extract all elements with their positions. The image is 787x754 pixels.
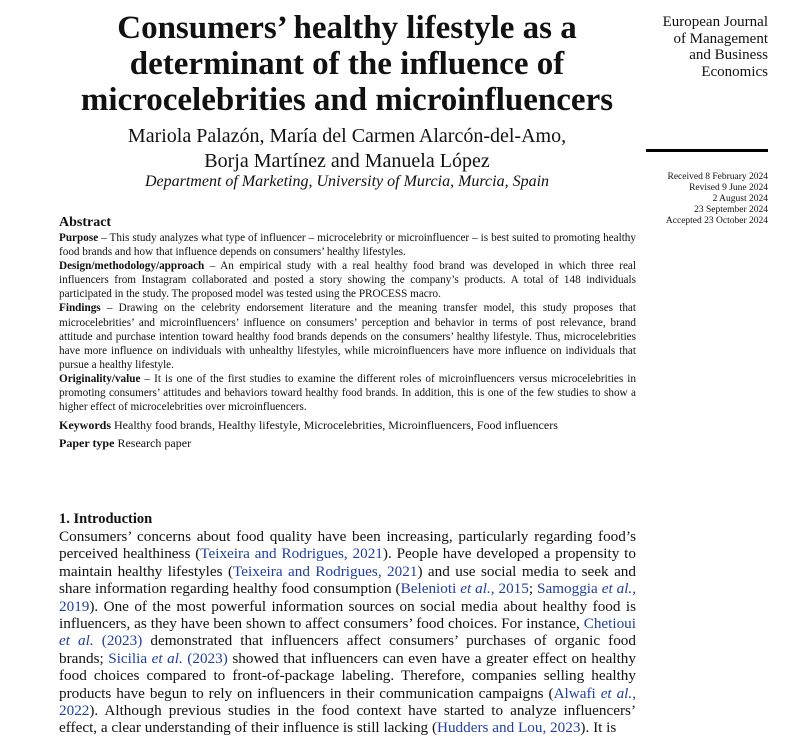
intro-text: demonstrated that influencers affect consumers’ purchases of organic food brands;	[59, 632, 636, 667]
citation-link[interactable]: Alwafi et al., 2022	[59, 684, 636, 720]
intro-paragraph	[59, 528, 636, 737]
intro-text: showed that influencers can even have a greater effect on healthy food choices compared to front-of-package labeling. Therefore, companies selling healthy products have begun to rely on influencers in their communication campaigns (	[59, 649, 636, 702]
received-date: Received 8 February 2024	[667, 172, 768, 182]
journal-name-line: of Management	[673, 30, 768, 47]
citation-link[interactable]: Belenioti et al., 2015	[400, 580, 529, 598]
revised-date: Revised 9 June 2024	[689, 183, 768, 193]
purpose-text: – This study analyzes what type of influencer – microcelebrity or microinfluencer – is best suited to promoting healthy food brands and how that influence depends on consumers’ healthy lifestyles.	[59, 232, 636, 259]
paper-type-text: Research paper	[114, 436, 192, 451]
abstract-purpose	[59, 231, 636, 259]
revised-date: 23 September 2024	[694, 205, 768, 215]
abstract-design	[59, 259, 636, 301]
citation-link[interactable]: Hudders and Lou, 2023	[437, 719, 581, 737]
paper-type-label: Paper type	[59, 436, 115, 451]
journal-name-line: and Business	[689, 47, 768, 63]
intro-text: ). It is	[580, 719, 617, 737]
journal-name	[618, 14, 768, 80]
findings-label: Findings	[59, 302, 101, 315]
citation-link[interactable]: Samoggia et al., 2019	[59, 580, 637, 615]
paper-type	[59, 436, 636, 451]
intro-text: ). One of the most powerful information sources on social media about healthy food is influencers, as they have been shown to affect consumers’ food choices. For instance,	[59, 597, 636, 633]
abstract-findings	[59, 301, 636, 371]
abstract-section	[59, 214, 636, 451]
intro-text: ;	[528, 580, 538, 598]
revised-date: 2 August 2024	[712, 194, 768, 204]
findings-text: – Drawing on the celebrity endorsement literature and the meaning transfer model, this study proposes that microcelebrities’ and microinfluencers’ influence on consumers’ perception and behavior in terms of post relevance, brand attitude and purchase intention toward healthy food brands depends on the consumers’ healthy lifestyle. Thus, microcelebrities have more influence on individuals with unhealthy lifestyles, while microinfluencers have more influence on individuals that pursue a healthy lifestyle.	[59, 302, 636, 371]
intro-text: ). Although previous studies in the food context have started to analyze influencers’ effect, a clear understanding of their influence is still lacking (	[59, 702, 636, 737]
abstract-heading: Abstract	[59, 215, 112, 230]
accepted-date: Accepted 23 October 2024	[665, 216, 768, 226]
citation-link[interactable]: Chetioui et al. (2023)	[59, 615, 636, 650]
intro-text: ). People have developed a propensity to maintain healthy lifestyles (	[59, 545, 636, 580]
introduction-section	[59, 510, 636, 737]
intro-text: Consumers’ concerns about food quality have been increasing, particularly regarding food’s perceived healthiness (	[59, 528, 636, 563]
journal-name-line: European Journal	[662, 14, 768, 30]
originality-label: Originality/value	[59, 372, 141, 385]
citation-link[interactable]: Teixeira and Rodrigues, 2021	[200, 545, 383, 563]
keywords-label: Keywords	[59, 418, 111, 433]
design-text: – An empirical study with a real healthy food brand was developed in which three real influencers from Instagram collaborated and posted a story showing the company’s products. A total of 148 individuals participated in the study. The proposed model was tested using the PROCESS macro.	[59, 260, 636, 301]
keywords-text: Healthy food brands, Healthy lifestyle, Microcelebrities, Microinfluencers, Food influencers	[111, 418, 558, 433]
section-heading: 1. Introduction	[59, 511, 153, 527]
authors-line-1: Mariola Palazón, María del Carmen Alarcón-del-Amo,	[127, 125, 567, 147]
originality-text: – It is one of the first studies to examine the different roles of microinfluencers versus microcelebrities in promoting consumers’ attitudes and behaviors toward healthy food brands. In addition, this is one of the few studies to show a higher effect of microcelebrities over microinfluencers.	[59, 372, 636, 414]
author-list	[44, 124, 650, 174]
journal-name-line: Economics	[701, 63, 768, 80]
affiliation: Department of Marketing, University of Murcia, Murcia, Spain	[144, 173, 550, 190]
journal-divider	[646, 149, 768, 152]
abstract-originality	[59, 372, 636, 414]
design-label: Design/methodology/approach	[59, 260, 205, 273]
submission-dates	[618, 172, 768, 227]
paper-title: Consumers’ healthy lifestyle as a determinant of the influence of microcelebrities and microinfluencers	[80, 10, 614, 118]
citation-link[interactable]: Teixeira and Rodrigues, 2021	[233, 562, 418, 580]
citation-link[interactable]: Sicilia et al. (2023)	[108, 649, 228, 667]
intro-text: ) and use social media to seek and share information regarding healthy food consumption (	[59, 562, 636, 598]
keywords	[59, 418, 636, 433]
purpose-label: Purpose	[59, 232, 99, 244]
authors-line-2: Borja Martínez and Manuela López	[204, 150, 490, 172]
